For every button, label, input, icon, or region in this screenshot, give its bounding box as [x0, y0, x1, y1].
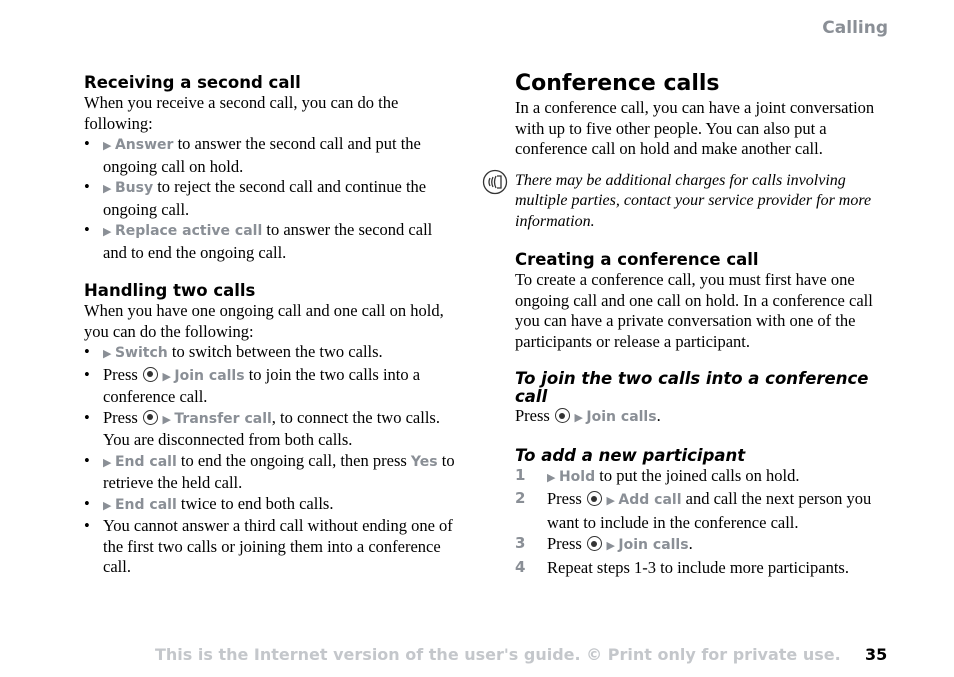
list-item: • Press ▶ Join calls to join the two calls into a conference call. [84, 364, 421, 406]
list-item: • ▶ Switch to switch between the two calls. [84, 342, 383, 361]
arrow-right-icon: ▶ [103, 139, 115, 152]
softkey-replace: Replace active call [114, 223, 263, 239]
softkey-join-calls: Join calls [618, 537, 689, 553]
page-number: 35 [865, 645, 888, 664]
add-steps [515, 465, 893, 579]
arrow-right-icon: ▶ [158, 369, 175, 383]
step: 3 Press ▶ Join calls. [515, 534, 693, 553]
footer-notice: This is the Internet version of the user's guide. © Print only for private use. [155, 645, 841, 664]
joystick-select-icon [555, 408, 570, 423]
arrow-right-icon: ▶ [103, 347, 115, 360]
conference-intro: In a conference call, you can have a joint conversation with up to five other people. You can also put a conference call on hold and make another call. [515, 98, 875, 158]
receiving-list [84, 134, 458, 263]
softkey-end-call: End call [114, 496, 177, 513]
left-column [84, 72, 458, 578]
list-item: • ▶ Replace active call to answer the second call and to end the ongoing call. [84, 220, 433, 262]
joystick-select-icon [143, 367, 158, 382]
page-title: Conference calls [515, 71, 720, 96]
softkey-yes: Yes [410, 453, 438, 470]
creating-text: To create a conference call, you must first have one ongoing call and one call on hold. In a conference call you can have a private conversation with one of the participants or release a participant. [515, 270, 873, 351]
list-item: • ▶ Busy to reject the second call and continue the ongoing call. [84, 177, 427, 219]
list-item: • You cannot answer a third call without ending one of the first two calls or joining them into a conference call. [84, 516, 453, 576]
step: 2 Press ▶ Add call and call the next person you want to include in the conference call. [515, 489, 872, 532]
handling-list [84, 342, 458, 578]
step: 1 ▶ Hold to put the joined calls on hold. [515, 465, 800, 485]
joystick-select-icon [587, 536, 602, 551]
arrow-right-icon: ▶ [158, 412, 175, 426]
join-heading: To join the two calls into a conference call [515, 369, 869, 406]
joystick-select-icon [587, 491, 602, 506]
joystick-select-icon [143, 410, 158, 425]
section-header: Calling [822, 18, 888, 38]
note-icon [482, 169, 508, 195]
arrow-right-icon: ▶ [602, 494, 619, 507]
softkey-answer: Answer [114, 137, 174, 153]
step: 4 Repeat steps 1-3 to include more participants. [515, 557, 849, 577]
add-heading: To add a new participant [515, 445, 746, 465]
arrow-right-icon: ▶ [103, 498, 115, 512]
right-column [515, 70, 893, 578]
list-item: • Press ▶ Transfer call, to connect the two calls. You are disconnected from both calls. [84, 407, 440, 449]
softkey-join-calls: Join calls [174, 367, 245, 384]
join-text: Press ▶ Join calls. [515, 406, 661, 425]
softkey-transfer-call: Transfer call [174, 410, 272, 427]
arrow-right-icon: ▶ [570, 411, 587, 424]
softkey-add-call: Add call [618, 492, 682, 508]
receiving-intro: When you receive a second call, you can do the following: [84, 93, 399, 133]
softkey-busy: Busy [114, 180, 154, 196]
softkey-hold: Hold [558, 468, 596, 485]
handling-heading: Handling two calls [84, 281, 256, 300]
arrow-right-icon: ▶ [103, 455, 115, 469]
softkey-switch: Switch [114, 345, 168, 361]
receiving-heading: Receiving a second call [84, 73, 301, 92]
list-item: • ▶ End call twice to end both calls. [84, 493, 334, 513]
creating-heading: Creating a conference call [515, 250, 759, 269]
arrow-right-icon: ▶ [103, 182, 115, 195]
list-item: • ▶ Answer to answer the second call and put the ongoing call on hold. [84, 134, 421, 176]
softkey-join-calls: Join calls [586, 409, 657, 425]
softkey-end-call: End call [114, 453, 177, 470]
arrow-right-icon: ▶ [602, 539, 619, 552]
list-item: • ▶ End call to end the ongoing call, then press Yes to retrieve the held call. [84, 450, 455, 492]
note: There may be additional charges for calls involving multiple parties, contact your service provider for more information. [515, 171, 893, 233]
arrow-right-icon: ▶ [547, 470, 559, 484]
handling-intro: When you have one ongoing call and one call on hold, you can do the following: [84, 301, 444, 341]
arrow-right-icon: ▶ [103, 225, 115, 238]
